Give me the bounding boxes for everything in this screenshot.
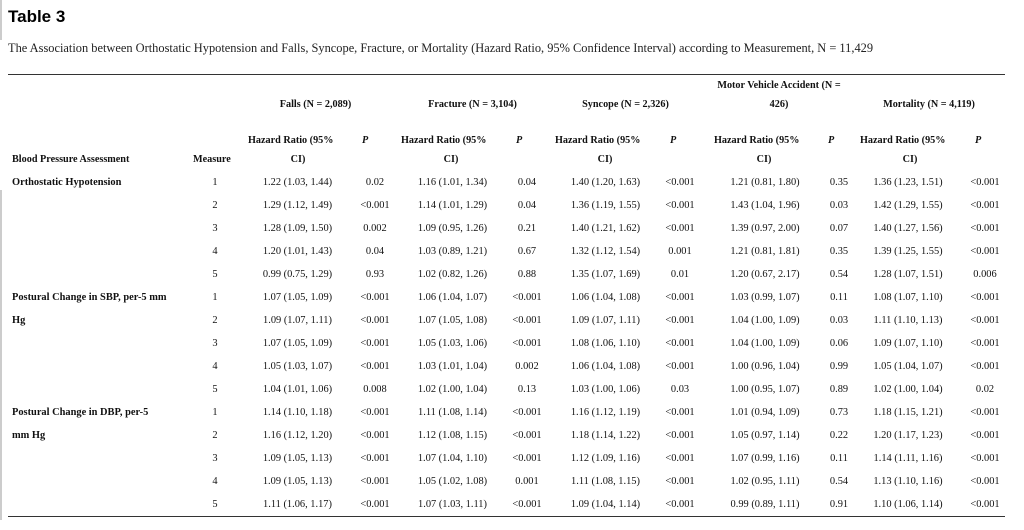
hazard-ratio-cell: 1.40 (1.27, 1.56) (873, 223, 943, 234)
hazard-ratio-cell: 1.14 (1.11, 1.16) (873, 453, 943, 464)
hazard-ratio-cell: 1.12 (1.09, 1.16) (570, 453, 641, 464)
p-value-cell: <0.001 (665, 177, 695, 188)
p-value-cell: <0.001 (512, 453, 542, 464)
p-value-cell: 0.93 (365, 269, 385, 280)
p-value-cell: <0.001 (512, 430, 542, 441)
hazard-ratio-cell: 1.05 (1.04, 1.07) (873, 361, 943, 372)
p-value-cell: <0.001 (665, 200, 695, 211)
hazard-ratio-cell: 1.04 (1.00, 1.09) (730, 315, 800, 326)
p-value-cell: 0.89 (829, 384, 849, 395)
hazard-ratio-cell: 1.11 (1.08, 1.15) (571, 476, 640, 487)
p-value-cell: 0.13 (517, 384, 537, 395)
hazard-ratio-cell: 1.01 (0.94, 1.09) (730, 407, 800, 418)
p-value-cell: <0.001 (360, 315, 390, 326)
p-value-cell: <0.001 (970, 246, 1000, 257)
hazard-ratio-cell: 1.12 (1.08, 1.15) (417, 430, 488, 441)
p-value-cell: 0.03 (829, 315, 849, 326)
p-value-cell: 0.02 (975, 384, 995, 395)
hazard-ratio-cell: 1.42 (1.29, 1.55) (873, 200, 943, 211)
table-caption: The Association between Orthostatic Hypotension and Falls, Syncope, Fracture, or Mortality (Hazard Ratio, 95% Confidence Interval) according to Measurement, N = 11,429 (8, 41, 874, 55)
p-value-cell: <0.001 (970, 430, 1000, 441)
hazard-ratio-cell: 1.43 (1.04, 1.96) (730, 200, 800, 211)
hazard-ratio-cell: 1.05 (1.02, 1.08) (417, 476, 488, 487)
p-value-cell: 0.07 (829, 223, 849, 234)
p-value-cell: 0.88 (517, 269, 537, 280)
header-p-value: P (670, 135, 677, 146)
p-value-cell: <0.001 (665, 361, 695, 372)
p-value-cell: <0.001 (360, 361, 390, 372)
hazard-ratio-cell: 1.00 (0.95, 1.07) (730, 384, 800, 395)
p-value-cell: <0.001 (512, 338, 542, 349)
hazard-ratio-cell: 1.20 (0.67, 2.17) (730, 269, 800, 280)
p-value-cell: 0.35 (829, 177, 849, 188)
p-value-cell: <0.001 (360, 476, 390, 487)
hazard-ratio-cell: 1.39 (0.97, 2.00) (730, 223, 800, 234)
hazard-ratio-cell: 1.13 (1.10, 1.16) (873, 476, 943, 487)
hazard-ratio-cell: 1.18 (1.15, 1.21) (873, 407, 943, 418)
hazard-ratio-cell: 1.21 (0.81, 1.80) (730, 177, 800, 188)
hazard-ratio-cell: 1.16 (1.01, 1.34) (417, 177, 488, 188)
hazard-ratio-cell: 1.07 (1.05, 1.08) (417, 315, 488, 326)
hazard-ratio-cell: 1.09 (1.07, 1.10) (873, 338, 943, 349)
measure-cell: 5 (212, 269, 218, 280)
p-value-cell: <0.001 (360, 430, 390, 441)
p-value-cell: <0.001 (665, 453, 695, 464)
group-label: Postural Change in SBP, per-5 mm (12, 292, 167, 303)
p-value-cell: 0.002 (515, 361, 539, 372)
p-value-cell: 0.03 (829, 200, 849, 211)
header-hazard-ratio-line2: CI) (597, 154, 613, 165)
header-hazard-ratio-line1: Hazard Ratio (95% (860, 135, 946, 146)
p-value-cell: <0.001 (512, 499, 542, 510)
hazard-ratio-cell: 1.16 (1.12, 1.19) (570, 407, 641, 418)
scroll-edge (0, 190, 2, 520)
hazard-ratio-cell: 1.32 (1.12, 1.54) (570, 246, 641, 257)
hazard-ratio-cell: 1.40 (1.20, 1.63) (570, 177, 641, 188)
hazard-ratio-cell: 1.06 (1.04, 1.07) (417, 292, 488, 303)
hazard-ratio-cell: 1.06 (1.04, 1.08) (570, 361, 641, 372)
measure-cell: 2 (212, 430, 218, 441)
p-value-cell: <0.001 (665, 223, 695, 234)
p-value-cell: 0.002 (363, 223, 387, 234)
hazard-ratio-cell: 1.09 (1.07, 1.11) (571, 315, 640, 326)
p-value-cell: <0.001 (360, 338, 390, 349)
hazard-ratio-cell: 1.09 (0.95, 1.26) (417, 223, 488, 234)
hazard-ratio-cell: 1.07 (1.03, 1.11) (418, 499, 487, 510)
hazard-ratio-cell: 1.06 (1.04, 1.08) (570, 292, 641, 303)
measure-cell: 1 (212, 407, 218, 418)
header-falls: Falls (N = 2,089) (279, 99, 352, 110)
measure-cell: 2 (212, 315, 218, 326)
header-fracture: Fracture (N = 3,104) (428, 99, 517, 110)
p-value-cell: 0.001 (668, 246, 692, 257)
hazard-ratio-cell: 1.03 (1.00, 1.06) (570, 384, 641, 395)
header-hazard-ratio-line1: Hazard Ratio (95% (401, 135, 487, 146)
p-value-cell: <0.001 (512, 292, 542, 303)
hazard-ratio-cell: 1.07 (1.05, 1.09) (262, 338, 333, 349)
p-value-cell: 0.22 (829, 430, 849, 441)
p-value-cell: 0.03 (670, 384, 690, 395)
hazard-ratio-cell: 1.36 (1.19, 1.55) (570, 200, 641, 211)
hazard-ratio-cell: 1.04 (1.01, 1.06) (262, 384, 333, 395)
hazard-ratio-cell: 1.14 (1.10, 1.18) (262, 407, 333, 418)
hazard-ratio-cell: 1.08 (1.06, 1.10) (570, 338, 641, 349)
measure-cell: 4 (212, 361, 218, 372)
measure-cell: 3 (212, 453, 218, 464)
hazard-ratio-cell: 1.07 (0.99, 1.16) (730, 453, 800, 464)
hazard-ratio-cell: 1.09 (1.05, 1.13) (262, 453, 333, 464)
p-value-cell: <0.001 (970, 223, 1000, 234)
p-value-cell: <0.001 (970, 177, 1000, 188)
p-value-cell: 0.99 (829, 361, 849, 372)
hazard-ratio-cell: 1.20 (1.01, 1.43) (262, 246, 333, 257)
hazard-ratio-cell: 1.18 (1.14, 1.22) (570, 430, 641, 441)
p-value-cell: <0.001 (665, 476, 695, 487)
group-label: Orthostatic Hypotension (12, 177, 122, 188)
hazard-ratio-cell: 0.99 (0.89, 1.11) (730, 499, 800, 510)
p-value-cell: <0.001 (970, 499, 1000, 510)
hazard-ratio-cell: 1.04 (1.00, 1.09) (730, 338, 800, 349)
header-bp-assessment: Blood Pressure Assessment (12, 154, 130, 165)
header-hazard-ratio-line1: Hazard Ratio (95% (714, 135, 800, 146)
p-value-cell: 0.91 (829, 499, 849, 510)
p-value-cell: <0.001 (360, 292, 390, 303)
header-hazard-ratio-line2: CI) (443, 154, 459, 165)
hazard-ratio-cell: 1.40 (1.21, 1.62) (570, 223, 641, 234)
p-value-cell: 0.73 (829, 407, 849, 418)
hazard-ratio-cell: 1.22 (1.03, 1.44) (262, 177, 333, 188)
p-value-cell: 0.67 (517, 246, 537, 257)
header-p-value: P (516, 135, 523, 146)
hazard-ratio-cell: 0.99 (0.75, 1.29) (262, 269, 333, 280)
header-hazard-ratio-line2: CI) (902, 154, 918, 165)
header-p-value: P (975, 135, 982, 146)
header-hazard-ratio-line1: Hazard Ratio (95% (248, 135, 334, 146)
p-value-cell: 0.008 (363, 384, 387, 395)
header-hazard-ratio-line2: CI) (290, 154, 306, 165)
p-value-cell: 0.006 (973, 269, 997, 280)
hazard-ratio-cell: 1.11 (1.10, 1.13) (873, 315, 943, 326)
header-measure: Measure (193, 154, 231, 165)
hazard-ratio-cell: 1.11 (1.08, 1.14) (418, 407, 487, 418)
p-value-cell: <0.001 (360, 499, 390, 510)
header-p-value: P (828, 135, 835, 146)
p-value-cell: <0.001 (360, 200, 390, 211)
measure-cell: 5 (212, 384, 218, 395)
p-value-cell: 0.04 (517, 200, 537, 211)
hazard-ratio-cell: 1.28 (1.07, 1.51) (873, 269, 943, 280)
hazard-ratio-cell: 1.28 (1.09, 1.50) (262, 223, 333, 234)
p-value-cell: <0.001 (512, 315, 542, 326)
p-value-cell: 0.54 (829, 476, 849, 487)
p-value-cell: 0.21 (517, 223, 537, 234)
hazard-ratio-cell: 1.09 (1.05, 1.13) (262, 476, 333, 487)
p-value-cell: <0.001 (970, 407, 1000, 418)
hazard-ratio-cell: 1.39 (1.25, 1.55) (873, 246, 943, 257)
header-hazard-ratio-line1: Hazard Ratio (95% (555, 135, 641, 146)
group-label: mm Hg (12, 430, 46, 441)
bottom-rule (8, 516, 1005, 517)
hazard-ratio-cell: 1.35 (1.07, 1.69) (570, 269, 641, 280)
header-mva-line1: Motor Vehicle Accident (N = (717, 80, 841, 91)
measure-cell: 3 (212, 338, 218, 349)
header-syncope: Syncope (N = 2,326) (582, 99, 669, 110)
p-value-cell: <0.001 (970, 361, 1000, 372)
hazard-ratio-cell: 1.20 (1.17, 1.23) (873, 430, 943, 441)
header-hazard-ratio-line2: CI) (756, 154, 772, 165)
hazard-ratio-cell: 1.08 (1.07, 1.10) (873, 292, 943, 303)
p-value-cell: <0.001 (665, 338, 695, 349)
header-mortality: Mortality (N = 4,119) (883, 99, 975, 110)
p-value-cell: <0.001 (360, 453, 390, 464)
p-value-cell: <0.001 (665, 292, 695, 303)
measure-cell: 4 (212, 246, 218, 257)
p-value-cell: <0.001 (970, 315, 1000, 326)
p-value-cell: 0.11 (830, 453, 848, 464)
p-value-cell: 0.35 (829, 246, 849, 257)
header-p-value: P (362, 135, 369, 146)
hazard-ratio-cell: 1.07 (1.04, 1.10) (417, 453, 488, 464)
hazard-ratio-cell: 1.10 (1.06, 1.14) (873, 499, 943, 510)
hazard-ratio-cell: 1.00 (0.96, 1.04) (730, 361, 800, 372)
hazard-ratio-cell: 1.03 (1.01, 1.04) (417, 361, 488, 372)
measure-cell: 5 (212, 499, 218, 510)
p-value-cell: <0.001 (970, 338, 1000, 349)
p-value-cell: 0.001 (515, 476, 539, 487)
p-value-cell: <0.001 (360, 407, 390, 418)
hazard-ratio-cell: 1.05 (0.97, 1.14) (730, 430, 800, 441)
hazard-ratio-cell: 1.09 (1.07, 1.11) (263, 315, 332, 326)
hazard-ratio-cell: 1.11 (1.06, 1.17) (263, 499, 332, 510)
hazard-ratio-cell: 1.36 (1.23, 1.51) (873, 177, 943, 188)
hazard-ratio-cell: 1.16 (1.12, 1.20) (262, 430, 333, 441)
hazard-ratio-cell: 1.02 (0.95, 1.11) (730, 476, 800, 487)
group-label: Postural Change in DBP, per-5 (12, 407, 149, 418)
group-label: Hg (12, 315, 26, 326)
p-value-cell: <0.001 (665, 499, 695, 510)
top-rule (8, 74, 1005, 75)
p-value-cell: <0.001 (512, 407, 542, 418)
hazard-ratio-cell: 1.03 (0.99, 1.07) (730, 292, 800, 303)
p-value-cell: 0.01 (670, 269, 690, 280)
hazard-ratio-cell: 1.03 (0.89, 1.21) (417, 246, 488, 257)
p-value-cell: <0.001 (665, 315, 695, 326)
measure-cell: 2 (212, 200, 218, 211)
measure-cell: 1 (212, 292, 218, 303)
p-value-cell: 0.04 (365, 246, 385, 257)
scroll-edge (0, 0, 2, 40)
hazard-ratio-cell: 1.29 (1.12, 1.49) (262, 200, 333, 211)
hazard-ratio-cell: 1.02 (1.00, 1.04) (873, 384, 943, 395)
hazard-ratio-cell: 1.02 (1.00, 1.04) (417, 384, 488, 395)
hazard-ratio-cell: 1.02 (0.82, 1.26) (417, 269, 488, 280)
p-value-cell: 0.11 (830, 292, 848, 303)
measure-cell: 1 (212, 177, 218, 188)
hazard-ratio-cell: 1.05 (1.03, 1.06) (417, 338, 488, 349)
p-value-cell: <0.001 (970, 200, 1000, 211)
p-value-cell: 0.04 (517, 177, 537, 188)
hazard-ratio-cell: 1.07 (1.05, 1.09) (262, 292, 333, 303)
p-value-cell: 0.54 (829, 269, 849, 280)
hazard-ratio-cell: 1.21 (0.81, 1.81) (730, 246, 800, 257)
p-value-cell: 0.02 (365, 177, 385, 188)
p-value-cell: <0.001 (665, 407, 695, 418)
measure-cell: 4 (212, 476, 218, 487)
p-value-cell: <0.001 (970, 476, 1000, 487)
hazard-ratio-cell: 1.14 (1.01, 1.29) (417, 200, 488, 211)
p-value-cell: <0.001 (665, 430, 695, 441)
p-value-cell: <0.001 (970, 453, 1000, 464)
p-value-cell: 0.06 (829, 338, 849, 349)
header-mva-line2: 426) (769, 99, 789, 110)
table-title: Table 3 (8, 7, 66, 26)
p-value-cell: <0.001 (970, 292, 1000, 303)
hazard-ratio-cell: 1.05 (1.03, 1.07) (262, 361, 333, 372)
hazard-ratio-cell: 1.09 (1.04, 1.14) (570, 499, 641, 510)
measure-cell: 3 (212, 223, 218, 234)
